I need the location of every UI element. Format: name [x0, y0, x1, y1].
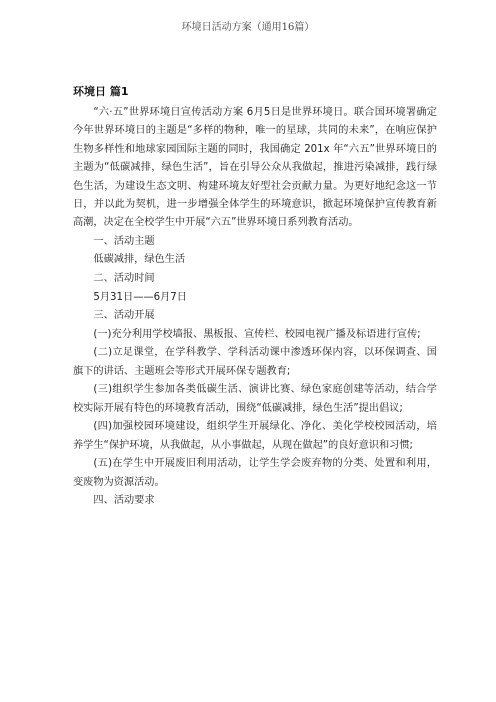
- heading-activity-requirements: 四、活动要求: [93, 495, 155, 507]
- activity-theme-text: 低碳减排，绿色生活: [93, 254, 186, 266]
- section-heading: 环境日 篇1: [73, 85, 129, 98]
- intro-paragraph: “六·五”世界环境日宣传活动方案 6月5日是世界环境日。联合国环境署确定今年世界环境日的主题是“多样的物种，唯一的星球，共同的未来”，在响应保护生物多样性和地球家园国际主题的同时，我国确定 201x 年“六五”世界环境日的主题为“低碳减排，绿色生活”，旨在引导公众从我做起，推进污染减排，践行绿色生活，为建设生态文明、构建环境友好型社会贡献力量。为更好地纪念这一节日，并以此为契机，进一步增强全体学生的环境意识，掀起环境保护宣传教育新高潮，决定在全校学生中开展“六五”世界环境日系列教育活动。: [73, 107, 437, 229]
- heading-activity-conduct: 三、活动开展: [93, 310, 155, 322]
- activity-item-4: (四)加强校园环境建设，组织学生开展绿化、净化、美化学校校园活动，培养学生“保护环境，从我做起，从小事做起，从现在做起”的良好意识和习惯;: [73, 421, 437, 451]
- document-body: [73, 84, 437, 511]
- activity-item-1: (一)充分利用学校墙报、黑板报、宣传栏、校园电视广播及标语进行宣传;: [93, 328, 421, 340]
- activity-item-2: (二)立足课堂，在学科教学、学科活动课中渗透环保内容，以环保调查、国旗下的讲话、主题班会等形式开展环保专题教育;: [73, 347, 437, 377]
- activity-item-5: (五)在学生中开展废旧利用活动，让学生学会废弃物的分类、处置和利用，变废物为资源活动。: [73, 458, 437, 488]
- activity-time-text: 5月31日——6月7日: [93, 291, 187, 303]
- heading-activity-theme: 一、活动主题: [93, 235, 155, 247]
- document-title: 环境日活动方案（通用16篇）: [181, 22, 315, 33]
- activity-item-3: (三)组织学生参加各类低碳生活、演讲比赛、绿色家庭创建等活动，结合学校实际开展有特色的环境教育活动，围绕“低碳减排，绿色生活”提出倡议;: [73, 384, 437, 414]
- heading-activity-time: 二、活动时间: [93, 273, 155, 285]
